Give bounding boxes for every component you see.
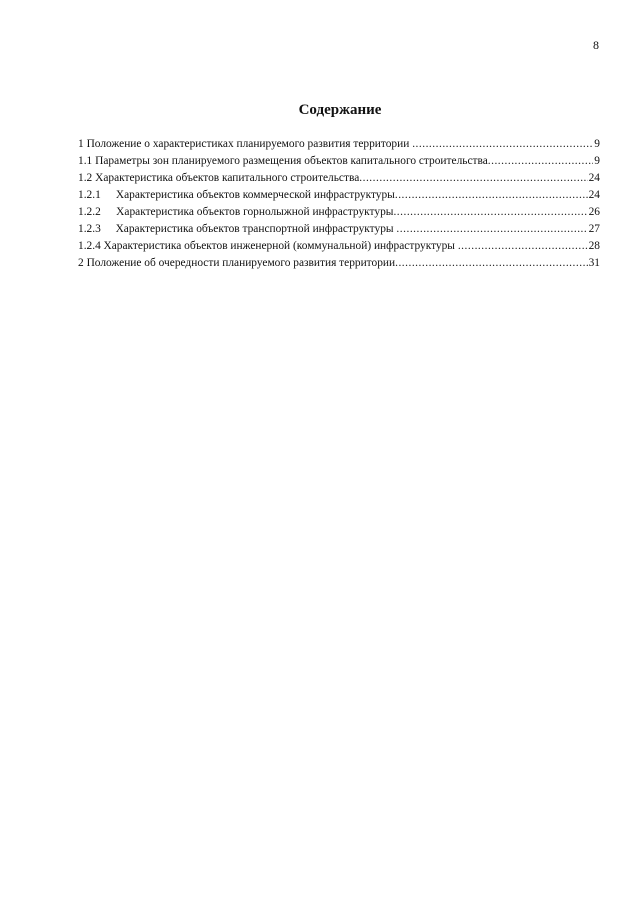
- toc-entry-text: Характеристика объектов капитального строительства: [95, 172, 360, 184]
- toc-entry-text: Положение об очередности планируемого развития территории: [86, 257, 396, 269]
- toc-entry-page: 24: [588, 172, 600, 184]
- toc-entry-1-1[interactable]: [78, 153, 600, 170]
- toc-entry-page: 31: [588, 257, 600, 269]
- toc-leader: [393, 204, 587, 221]
- toc-leader: [412, 136, 593, 153]
- toc-entry-1-2-2[interactable]: [78, 204, 600, 221]
- toc-leader: [396, 221, 587, 238]
- toc-entry-text: Характеристика объектов инженерной (коммунальной) инфраструктуры: [103, 240, 455, 252]
- toc-entry-number: 1.1: [78, 155, 93, 167]
- toc-entry-text: Положение о характеристиках планируемого развития территории: [86, 138, 410, 150]
- toc-entry-page: 24: [588, 189, 600, 201]
- toc-entry-1[interactable]: [78, 136, 600, 153]
- toc-entry-1-2[interactable]: [78, 170, 600, 187]
- toc-entry-1-2-1[interactable]: [78, 187, 600, 204]
- toc-entry-text: Параметры зон планируемого размещения объектов капитального строительства: [95, 155, 488, 167]
- toc-entry-number: 1: [78, 138, 84, 150]
- toc-entry-number: 1.2.1: [78, 189, 101, 201]
- toc-entry-2[interactable]: [78, 255, 600, 272]
- toc-entry-text: Характеристика объектов горнолыжной инфраструктуры: [116, 206, 394, 218]
- toc-leader: [359, 170, 587, 187]
- toc-entry-number: 1.2.4: [78, 240, 101, 252]
- toc-entry-number: 1.2.3: [78, 223, 101, 235]
- toc-entry-number: 1.2.2: [78, 206, 101, 218]
- toc-entry-page: 28: [588, 240, 600, 252]
- toc-leader: [458, 238, 588, 255]
- toc-entry-text: Характеристика объектов транспортной инфраструктуры: [115, 223, 394, 235]
- table-of-contents: [78, 136, 600, 272]
- toc-entry-page: 26: [588, 206, 600, 218]
- toc-entry-page: 9: [594, 155, 600, 167]
- toc-entry-1-2-4[interactable]: [78, 238, 600, 255]
- toc-entry-page: 27: [588, 223, 600, 235]
- toc-leader: [488, 153, 594, 170]
- page-title: Содержание: [298, 102, 382, 118]
- toc-entry-text: Характеристика объектов коммерческой инфраструктуры: [115, 189, 395, 201]
- toc-entry-number: 1.2: [78, 172, 93, 184]
- toc-entry-page: 9: [594, 138, 600, 150]
- toc-leader: [395, 187, 588, 204]
- page-number: 8: [593, 38, 599, 52]
- toc-entry-1-2-3[interactable]: [78, 221, 600, 238]
- toc-entry-number: 2: [78, 257, 84, 269]
- toc-leader: [395, 255, 588, 272]
